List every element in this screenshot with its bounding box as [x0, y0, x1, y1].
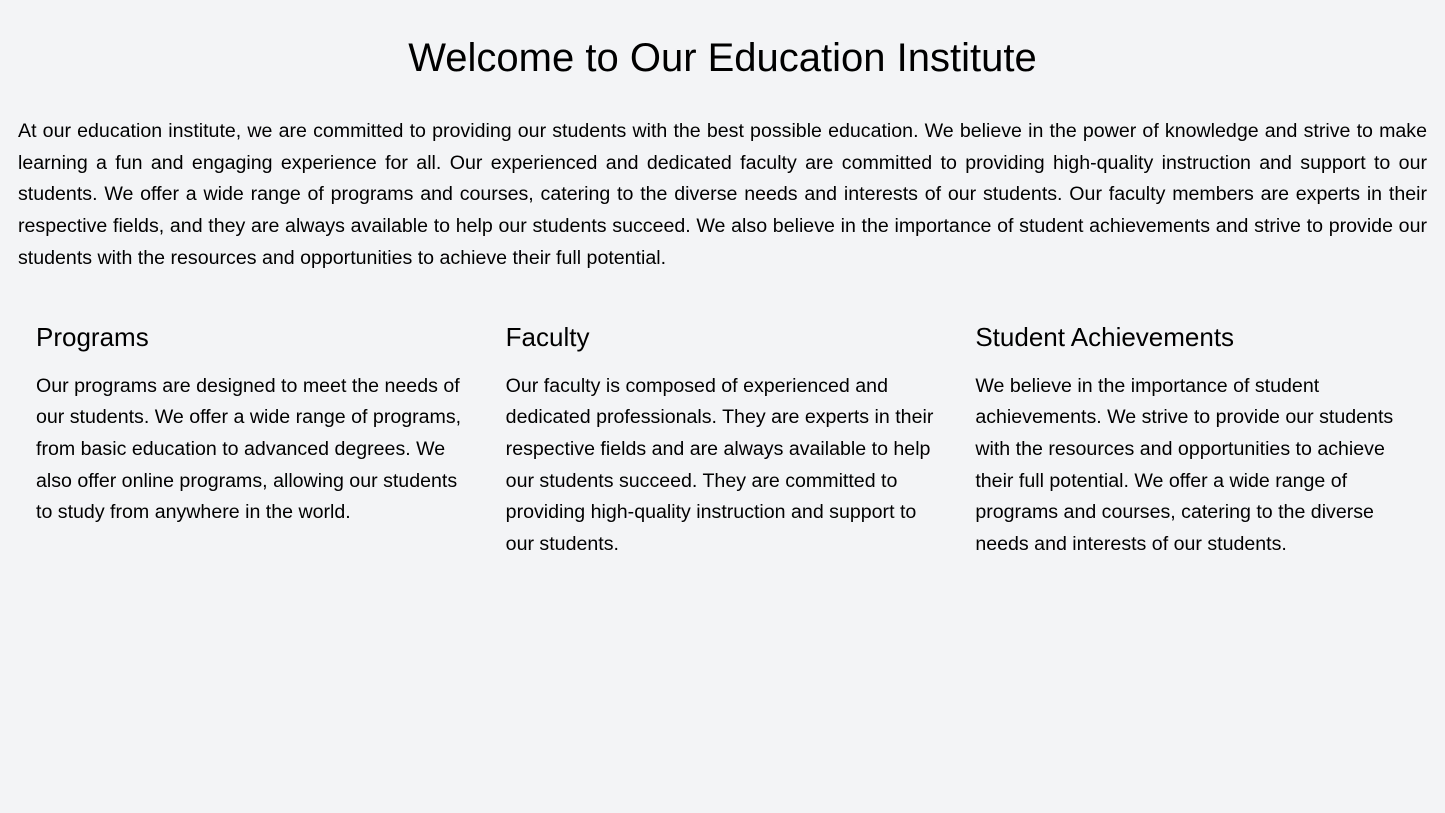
page-title: Welcome to Our Education Institute	[408, 36, 1037, 80]
section-heading: Student Achievements	[975, 321, 1235, 352]
section-heading: Faculty	[505, 321, 590, 352]
section-body: We believe in the importance of student achievements. We strive to provide our students with the resources and opportunities to achieve their full potential. We offer a wide range of programs and courses, catering to the diverse needs and interests of our students.	[975, 374, 1394, 556]
section-body: Our programs are designed to meet the needs of our students. We offer a wide range of programs, from basic education to advanced degrees. We also offer online programs, allowing our students to study from anywhere in the world.	[36, 374, 462, 524]
sections-row	[18, 319, 1427, 561]
section-body: Our faculty is composed of experienced and dedicated professionals. They are experts in their respective fields and are always available to help our students succeed. They are committed to providing high-quality instruction and support to our students.	[505, 374, 934, 556]
section-student-achievements	[957, 319, 1427, 561]
section-programs	[18, 319, 488, 561]
section-faculty	[488, 319, 958, 561]
intro-paragraph: At our education institute, we are committed to providing our students with the best possible education. We believe in the power of knowledge and strive to make learning a fun and engaging experience for all. Our experienced and dedicated faculty are committed to providing high-quality instruction and support to our students. We offer a wide range of programs and courses, catering to the diverse needs and interests of our students. Our faculty members are experts in their respective fields, and they are always available to help our students succeed. We also believe in the importance of student achievements and strive to provide our students with the resources and opportunities to achieve their full potential.	[18, 120, 1427, 269]
section-heading: Programs	[36, 321, 149, 352]
